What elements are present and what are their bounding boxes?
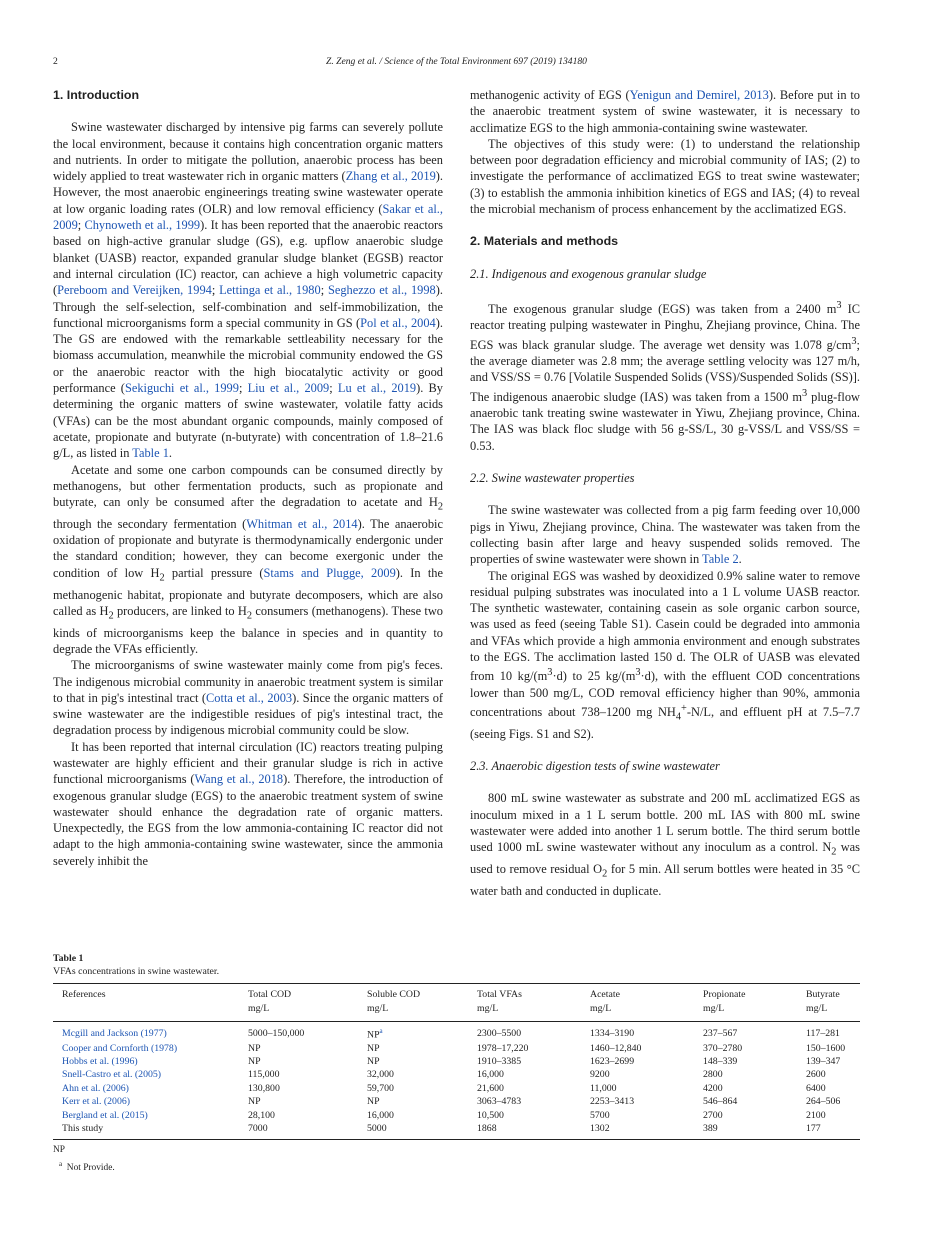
table-cell: 1334–3190: [590, 1027, 635, 1039]
superscript: +: [681, 703, 687, 714]
column-header: [248, 984, 367, 1022]
table-cell: 21,600: [477, 1082, 504, 1094]
citation-link[interactable]: Pol et al., 2004: [360, 315, 436, 330]
subscript: 2: [831, 846, 837, 858]
section-heading-methods: 2. Materials and methods: [470, 234, 619, 249]
table-title: Table 1: [53, 953, 84, 964]
right-column: [470, 87, 860, 899]
table-row: [53, 1095, 860, 1108]
column-header: [806, 984, 860, 1022]
subscript: 2: [108, 610, 114, 622]
subscript: 2: [246, 610, 253, 622]
table-cell: 148–339: [703, 1056, 738, 1068]
table-cell: 1623–2699: [590, 1056, 635, 1068]
reference-cell[interactable]: Hobbs et al. (1996): [62, 1056, 138, 1068]
paragraph: The swine wastewater was collected from a pig farm feeding over 10,000 pigs in Yiwu, Zhejiang province, China. The wastewater was taken from the collecting basin after large and heavy suspended solids removed. The properties of swine wastewater were shown in Table 2.: [470, 503, 860, 567]
table-cell: 2100: [806, 1109, 826, 1121]
table-footnote: [53, 1143, 860, 1175]
column-header-unit: mg/L: [248, 1003, 270, 1014]
page-header: [53, 56, 860, 72]
running-title: Z. Zeng et al. / Science of the Total Environment 697 (2019) 134180: [326, 56, 587, 67]
subscript: 2: [602, 868, 608, 880]
citation-link[interactable]: Table 1: [132, 446, 169, 461]
table-cell: 237–567: [703, 1027, 738, 1039]
table-cell: NP: [248, 1096, 261, 1108]
table-cell: 150–1600: [806, 1042, 846, 1054]
table-cell: 2300–5500: [477, 1027, 522, 1039]
superscript: 3: [635, 667, 641, 679]
paragraph: methanogenic activity of EGS (Yenigun and Demirel, 2013). Before put in to the anaerobic treatment system of swine wastewater, it is necessary to acclimatize EGS to the high ammonia-containing swine wastewater.: [470, 88, 860, 135]
citation-link[interactable]: Liu et al., 2009: [247, 381, 330, 396]
paragraph: The original EGS was washed by deoxidized 0.9% saline water to remove residual pulping substrates was inoculated into a 1 L volume UASB reactor. The synthetic wastewater, containing casein as sole organic carbon source, was used as feed (seeing Table S1). Casein could be degraded into ammonia and VFAs which provide a high ammonia environment and enough substrates to the EGS. The acclimation lasted 150 d. The OLR of UASB was elevated from 10 $kg/(m^3\cdot d)$ to 25 $kg/(m^3\cdot d)$, with the effluent COD concentrations lower than 500 mg/L, COD removal efficiency higher than 90%, ammonia concentrations about 738–1200 mg $NH_4^+-N/L$, and effluent pH at 7.5–7.7 (seeing Figs. S1 and S2).: [470, 568, 861, 741]
table-cell: 130,800: [248, 1082, 280, 1094]
table-cell: 5000: [367, 1123, 387, 1135]
table-cell: 139–347: [806, 1056, 841, 1068]
table-cell: 6400: [806, 1082, 826, 1094]
column-header-label: Total COD: [248, 989, 292, 1000]
subsection-heading: 2.1. Indigenous and exogenous granular sludge: [470, 266, 707, 281]
paragraph: 800 mL swine wastewater as substrate and 200 mL acclimatized EGS as inoculum mixed in a 1 L serum bottle. 200 mL IAS with 800 mL swine wastewater were added into another 1 L serum bottle. The third serum bottle used 1000 mL swine wastewater without any inoculum as a control. $N_2$ was used to remove residual $O_2$ for 5 min. All serum bottles were heated in 35 °C water bath and conducted in duplicate.: [470, 791, 861, 898]
superscript: 3: [836, 299, 842, 311]
table-row: [53, 1022, 860, 1042]
table-row: [53, 1122, 860, 1139]
table-cell: 5700: [590, 1109, 610, 1121]
paragraph: The microorganisms of swine wastewater mainly come from pig's feces. The indigenous microbial community in anaerobic treatment system is similar to that in pig's intestinal tract (Cotta et al., 2003). Since the organic matters of swine wastewater are the indigestible residues of pig's intestinal tract, the degradation process by indigenous microbial community could be slow.: [53, 658, 444, 738]
table-cell: 1460–12,840: [590, 1042, 642, 1054]
reference-cell[interactable]: Kerr et al. (2006): [62, 1096, 131, 1108]
table-header-row: [53, 984, 860, 1022]
page-number: 2: [53, 56, 58, 67]
table-cell: 546–864: [703, 1096, 738, 1108]
paragraph: The exogenous granular sludge (EGS) was taken from a 2400 $m^3$ IC reactor treating pulping wastewater in Pinghu, Zhejiang province, China. The EGS was black granular sludge. The average wet density was 1.078 $g/cm^3$; the average diameter was 2.8 mm; the average settling velocity was 127 m/h, and VSS/SS = 0.76 [Volatile Suspended Solids (VSS)/Suspended Solids (SS)]. The indigenous anaerobic sludge (IAS) was taken from a 1500 $m^3$ plug-flow anaerobic tank treating swine wastewater in Yiwu, Zhejiang province, China. The IAS was black floc sludge with 56 g-SS/L, 30 g-VSS/L and VSS/SS = 0.53.: [470, 299, 860, 453]
table-cell: 389: [703, 1123, 718, 1135]
citation-link[interactable]: Sakar et al., 2009: [53, 201, 443, 233]
table-row: [53, 1109, 860, 1122]
table-cell: 9200: [590, 1069, 610, 1081]
table-cell: 32,000: [367, 1069, 394, 1081]
table-body: [53, 1022, 860, 1140]
column-header-label: Soluble COD: [367, 989, 421, 1000]
table-cell: 16,000: [477, 1069, 504, 1081]
subscript: 2: [159, 572, 165, 584]
table-cell: 1978–17,220: [477, 1042, 529, 1054]
table-cell: NP: [367, 1096, 380, 1108]
citation-link[interactable]: Wang et al., 2018: [194, 772, 284, 787]
table-cell: 115,000: [248, 1069, 280, 1081]
table-cell: 16,000: [367, 1109, 394, 1121]
table-cell: 3063–4783: [477, 1096, 522, 1108]
table-cell: NP: [367, 1056, 380, 1068]
table-1: [53, 952, 860, 1175]
table-row: [53, 1055, 860, 1068]
table-cell: 7000: [248, 1123, 268, 1135]
reference-cell: This study: [62, 1123, 104, 1135]
reference-cell[interactable]: Cooper and Cornforth (1978): [62, 1042, 178, 1054]
column-header: [590, 984, 703, 1022]
column-header-label: Total VFAs: [477, 989, 522, 1000]
reference-cell[interactable]: Snell-Castro et al. (2005): [62, 1069, 162, 1081]
table-cell: 370–2780: [703, 1042, 743, 1054]
table-row: [53, 1042, 860, 1055]
superscript: 3: [851, 335, 857, 347]
table-cell: 4200: [703, 1082, 723, 1094]
column-header-unit: mg/L: [367, 1003, 389, 1014]
superscript: 3: [802, 387, 808, 399]
citation-link[interactable]: Yenigun and Demirel, 2013: [629, 88, 769, 102]
table-cell: 59,700: [367, 1082, 394, 1094]
table-cell: NP$^a$: [367, 1027, 383, 1041]
column-header-label: Acetate: [590, 989, 620, 1000]
paragraph: The objectives of this study were: (1) to understand the relationship between poor degradation efficiency and microbial community of IAS; (2) to investigate the performance of acclimatized EGS to treat swine wastewater; (3) to establish the ammonia inhibition kinetics of EGS and IAS; (4) to reveal the microbial mechanism of process enhancement by the acclimatized EGS.: [470, 136, 860, 217]
footnote-text: Not Provide.: [66, 1162, 115, 1173]
citation-link[interactable]: Cotta et al., 2003: [206, 690, 293, 705]
left-column: [53, 87, 443, 869]
table-cell: NP: [248, 1056, 261, 1068]
citation-link[interactable]: Lu et al., 2019: [337, 381, 417, 396]
paragraph: It has been reported that internal circulation (IC) reactors treating pulping wastewater are highly efficient and their granular sludge is rich in active functional microorganisms (Wang et al., 2018). Therefore, the introduction of exogenous granular sludge (EGS) to the anaerobic treatment system of swine wastewater should enhance the degradation rate of organic matters. Unexpectedly, the EGS from the low ammonia-containing IC reactor did not adapt to the high ammonia-containing swine wastewater, since the ammonia severely inhibit the: [53, 739, 444, 868]
column-header-unit: mg/L: [806, 1003, 828, 1014]
table-row: [53, 1068, 860, 1081]
paragraph: Swine wastewater discharged by intensive pig farms can severely pollute the local environment, because it contains high concentration organic matters and nutrients. In order to mitigate the pollution, anaerobic process has been widely applied to treat wastewater rich in organic matters (Zhang et al., 2019). However, the most anaerobic engineerings treating swine wastewater operate at low organic loading rates (OLR) and low removal efficiency (Sakar et al., 2009; Chynoweth et al., 1999). It has been reported that the anaerobic reactors based on high-active granular sludge (GS), e.g. upflow anaerobic sludge blanket (UASB) reactor, expanded granular sludge blanket (EGSB) reactor and internal circulation (IC) reactor, can achieve a high volumetric capacity (Pereboom and Vereijken, 1994; Lettinga et al., 1980; Seghezzo et al., 1998). Through the self-selection, self-combination and self-immobilization, the functional microorganisms form a special community in GS (Pol et al., 2004). The GS are endowed with the remarkable settleability necessary for the biomass accumulation, meanwhile the microbial community endowed the GS or the anaerobic reactor with the high biocatalytic activity or good performance (Sekiguchi et al., 1999; Liu et al., 2009; Lu et al., 2019). By determining the organic matters of swine wastewater, volatile fatty acids (VFAs) can be the most abundant organic compounds, mainly composed of acetate, propionate and butyrate (n-butyrate) with concentration of 1.8–21.6 g/L, as listed in Table 1.: [53, 120, 443, 461]
column-header-unit: mg/L: [590, 1003, 612, 1014]
table-cell: 1910–3385: [477, 1056, 522, 1068]
subscript: 2: [437, 501, 443, 513]
citation-link[interactable]: Sekiguchi et al., 1999: [124, 381, 239, 396]
column-header-label: References: [62, 989, 106, 1000]
table-row: [53, 1082, 860, 1095]
column-header-label: Butyrate: [806, 989, 840, 1000]
citation-link[interactable]: Pereboom and Vereijken, 1994: [57, 283, 212, 298]
subsection-heading: 2.2. Swine wastewater properties: [470, 471, 635, 486]
table-cell: 2253–3413: [590, 1096, 635, 1108]
table-cell: 1868: [477, 1123, 497, 1135]
table-cell: 5000–150,000: [248, 1027, 305, 1039]
citation-link[interactable]: Seghezzo et al., 1998: [327, 283, 436, 298]
superscript: 3: [547, 667, 553, 679]
subscript: 4: [675, 711, 682, 723]
table-cell: 2700: [703, 1109, 723, 1121]
table-cell: 117–281: [806, 1027, 840, 1039]
table-cell: 10,500: [477, 1109, 504, 1121]
citation-link[interactable]: Stams and Plugge, 2009: [263, 565, 396, 580]
column-header: [703, 984, 806, 1022]
footnote-abbrev: NP: [53, 1144, 65, 1155]
footnote-ref[interactable]: a: [379, 1027, 383, 1035]
column-header-unit: mg/L: [477, 1003, 499, 1014]
table-cell: 177: [806, 1123, 821, 1135]
table-cell: NP: [367, 1042, 380, 1054]
table-cell: 28,100: [248, 1109, 275, 1121]
subsection-heading: 2.3. Anaerobic digestion tests of swine wastewater: [470, 759, 720, 774]
table-caption: VFAs concentrations in swine wastewater.: [53, 966, 220, 977]
table-cell: 264–506: [806, 1096, 841, 1108]
vfa-table: [53, 983, 860, 1140]
table-cell: 2800: [703, 1069, 723, 1081]
table-cell: 2600: [806, 1069, 826, 1081]
citation-link[interactable]: Chynoweth et al., 1999: [84, 218, 201, 233]
reference-cell[interactable]: Ahn et al. (2006): [62, 1082, 129, 1094]
citation-link[interactable]: Table 2: [702, 552, 739, 567]
column-header: [477, 984, 590, 1022]
section-heading-introduction: 1. Introduction: [53, 88, 140, 102]
column-header: [53, 984, 248, 1022]
column-header-label: Propionate: [703, 989, 746, 1000]
footnote-mark: a: [59, 1159, 63, 1168]
reference-cell[interactable]: Mcgill and Jackson (1977): [62, 1027, 167, 1039]
table-cell: 11,000: [590, 1082, 617, 1094]
reference-cell[interactable]: Bergland et al. (2015): [62, 1109, 148, 1121]
column-header: [367, 984, 477, 1022]
column-header-unit: [62, 1002, 248, 1016]
footnote-a: [53, 1157, 860, 1175]
column-header-unit: mg/L: [703, 1003, 725, 1014]
table-cell: NP: [248, 1042, 261, 1054]
table-cell: 1302: [590, 1123, 610, 1135]
citation-link[interactable]: Lettinga et al., 1980: [219, 283, 321, 298]
paragraph: Acetate and some one carbon compounds can be consumed directly by methanogens, but other fermentation products, such as propionate and butyrate, can only be consumed after the degradation to acetate and $H_2$ through the secondary fermentation (Whitman et al., 2014). The anaerobic oxidation of propionate and butyrate is thermodynamically endergonic under the standard condition; however, they can become exergonic under the condition of low $H_2$ partial pressure (Stams and Plugge, 2009). In the methanogenic habitat, propionate and butyrate decomposers, which are also called as $H_2$ producers, are linked to $H_2$ consumers (methanogens). These two kinds of microorganisms keep the balance in species and in quantity to degrade the VFAs efficiently.: [53, 462, 444, 656]
citation-link[interactable]: Zhang et al., 2019: [345, 169, 436, 184]
citation-link[interactable]: Whitman et al., 2014: [246, 516, 358, 531]
